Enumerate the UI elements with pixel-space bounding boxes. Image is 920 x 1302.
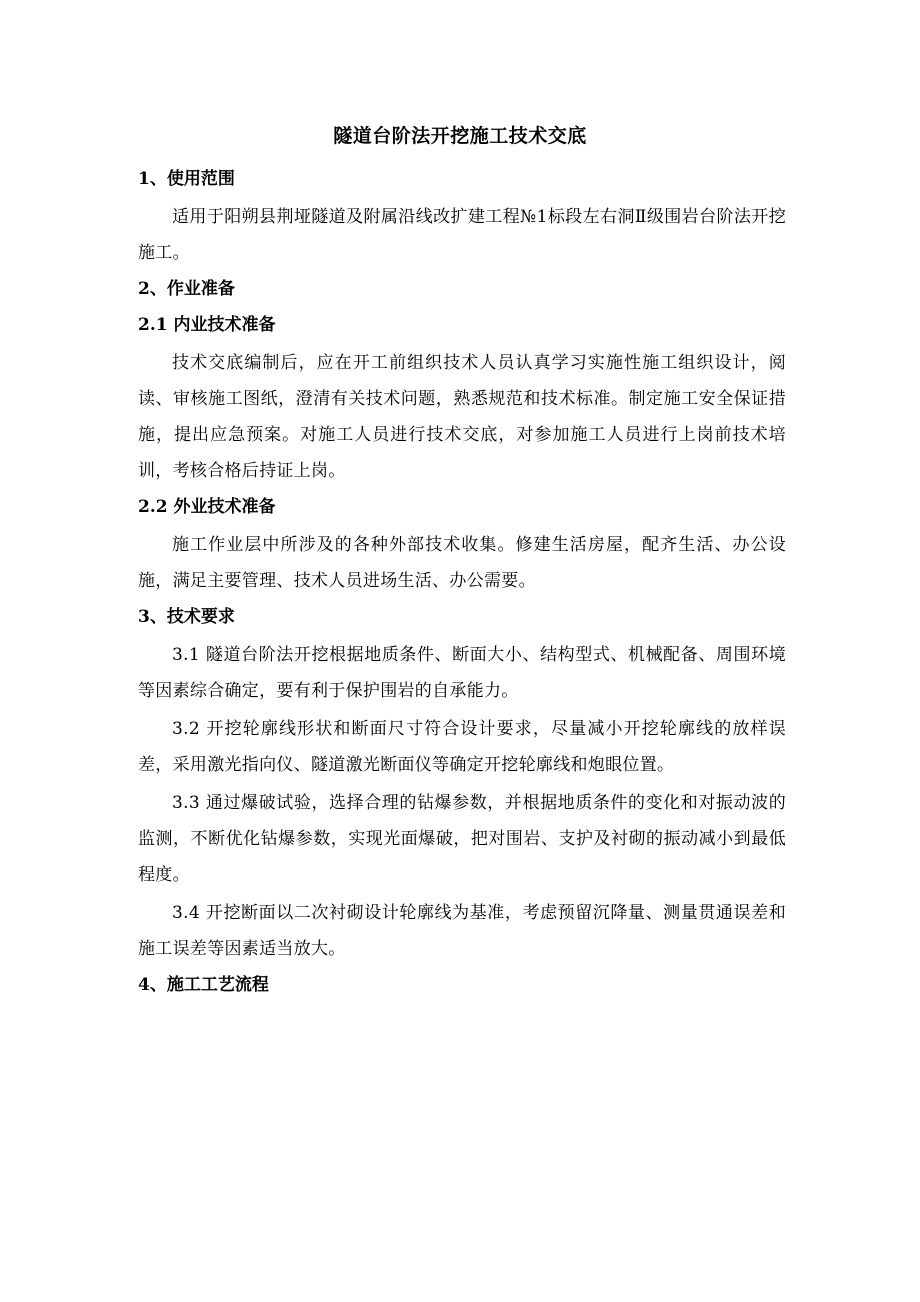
section-3-heading: 3、技术要求 [138, 607, 235, 627]
section-1-paragraph: 适用于阳朔县荆垭隧道及附属沿线改扩建工程№1标段左右洞Ⅱ级围岩台阶法开挖施工。 [138, 207, 786, 263]
section-2-1-heading: 2.1 内业技术准备 [138, 315, 276, 335]
section-3-3-paragraph: 3.3 通过爆破试验，选择合理的钻爆参数，并根据地质条件的变化和对振动波的监测，不断优化钻爆参数，实现光面爆破，把对围岩、支护及衬砌的振动减小到最低程度。 [138, 793, 786, 885]
section-2-2-heading: 2.2 外业技术准备 [138, 497, 276, 517]
section-3-4-paragraph: 3.4 开挖断面以二次衬砌设计轮廓线为基准，考虑预留沉降量、测量贯通误差和施工误差等因素适当放大。 [138, 903, 786, 959]
section-2-2-paragraph: 施工作业层中所涉及的各种外部技术收集。修建生活房屋，配齐生活、办公设施，满足主要管理、技术人员进场生活、办公需要。 [138, 535, 786, 591]
document-body [138, 163, 786, 1005]
section-3-1-paragraph: 3.1 隧道台阶法开挖根据地质条件、断面大小、结构型式、机械配备、周围环境等因素综合确定，要有利于保护围岩的自承能力。 [138, 645, 786, 701]
section-2-1-paragraph: 技术交底编制后，应在开工前组织技术人员认真学习实施性施工组织设计，阅读、审核施工图纸，澄清有关技术问题，熟悉规范和技术标准。制定施工安全保证措施，提出应急预案。对施工人员进行技术交底，对参加施工人员进行上岗前技术培训，考核合格后持证上岗。 [138, 353, 786, 481]
section-3-2-paragraph: 3.2 开挖轮廓线形状和断面尺寸符合设计要求，尽量减小开挖轮廓线的放样误差，采用激光指向仪、隧道激光断面仪等确定开挖轮廓线和炮眼位置。 [138, 719, 786, 775]
section-4-heading: 4、施工工艺流程 [138, 975, 269, 995]
section-1-heading: 1、使用范围 [138, 169, 235, 189]
section-2-heading: 2、作业准备 [138, 279, 235, 299]
document-title: 隧道台阶法开挖施工技术交底 [333, 125, 587, 147]
